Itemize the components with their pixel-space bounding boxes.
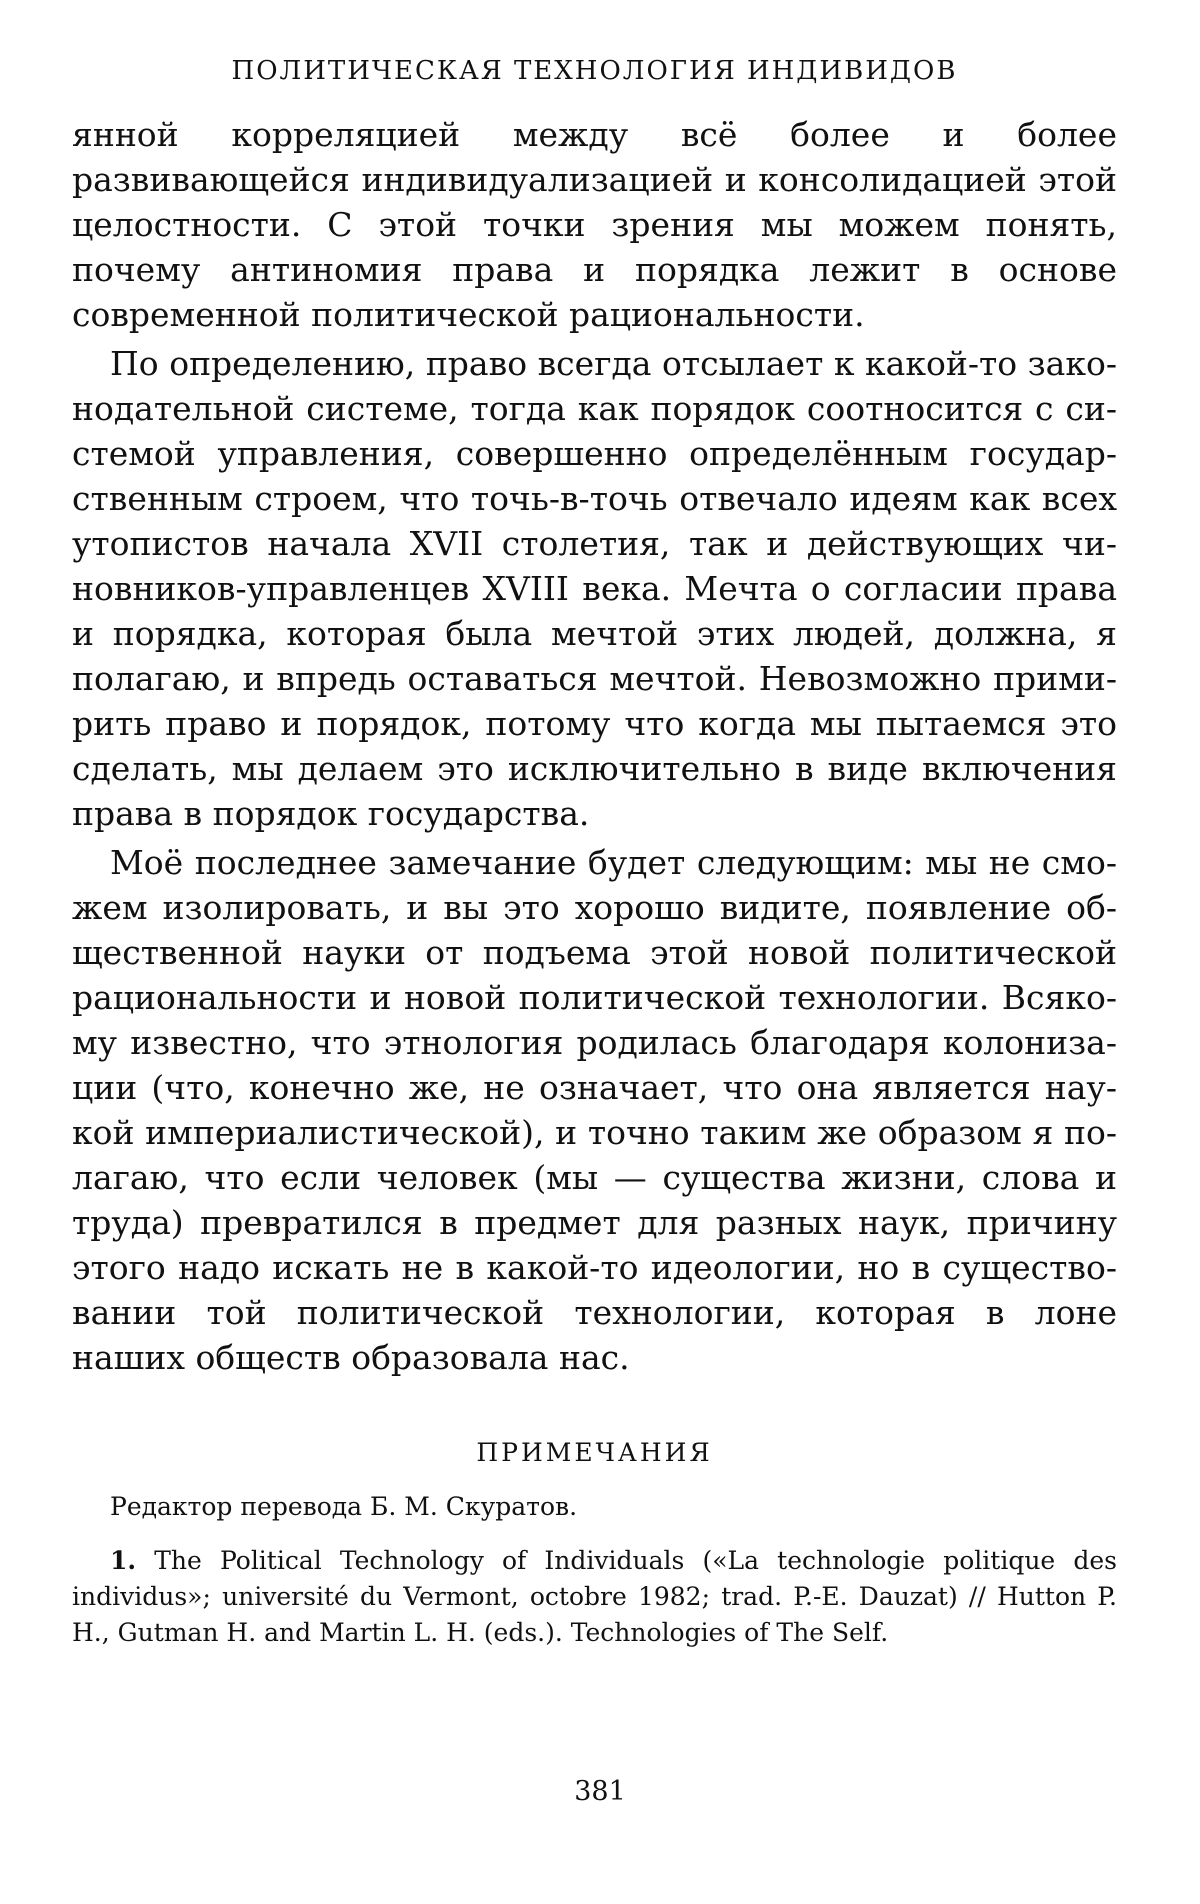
notes	[72, 1489, 1117, 1651]
paragraph-1: янной корреляцией между всё более и более развивающейся индивидуализацией и консолидацией этой целостности. С этой точки зрения мы можем понять, почему антиномия права и порядка лежит в основе современной политической рациональности.	[72, 115, 1117, 334]
body-text	[72, 112, 1117, 1380]
page	[72, 56, 1117, 1669]
editor-note: Редактор перевода Б. М. Скуратов.	[110, 1492, 578, 1521]
paragraph-3: Моё последнее замечание будет следующим: мы не сможем изолировать, и вы это хорошо видите, появление общественной науки от подъема этой новой политической рациональности и новой политической технологии. Всякому известно, что этнология родилась благодаря колонизации (что, конечно же, не означает, что она является наукой империалистической), и точно таким же образом я полагаю, что если человек (мы — существа жизни, слова и труда) превратился в предмет для разных наук, причину этого надо искать не в какой-то идеологии, но в существовании той политической технологии, которая в лоне наших обществ образовала нас.	[72, 843, 1117, 1377]
footnote-number: 1.	[110, 1546, 137, 1575]
paragraph-2: По определению, право всегда отсылает к какой-то законодательной системе, тогда как порядок соотносится с системой управления, совершенно определённым государственным строем, что точь-в-точь отвечало идеям как всех утопистов начала XVII столетия, так и действующих чиновников-управленцев XVIII века. Мечта о согласии права и порядка, которая была мечтой этих людей, должна, я полагаю, и впредь оставаться мечтой. Невозможно примирить право и порядок, потому что когда мы пытаемся это сделать, мы делаем это исключительно в виде включения права в порядок государства.	[72, 344, 1117, 833]
notes-heading: ПРИМЕЧАНИЯ	[476, 1438, 713, 1467]
footnote-text: The Political Technology of Individuals («La technologie politique des individus»; université du Vermont, octobre 1982; trad. P.-E. Dauzat) // Hutton P. H., Gutman H. and Martin L. H. (eds.). Technologies of The Self.	[72, 1546, 1117, 1647]
running-head: ПОЛИТИЧЕСКАЯ ТЕХНОЛОГИЯ ИНДИВИДОВ	[231, 56, 958, 86]
page-number: 381	[574, 1776, 626, 1807]
footnote-1	[72, 1543, 1117, 1651]
